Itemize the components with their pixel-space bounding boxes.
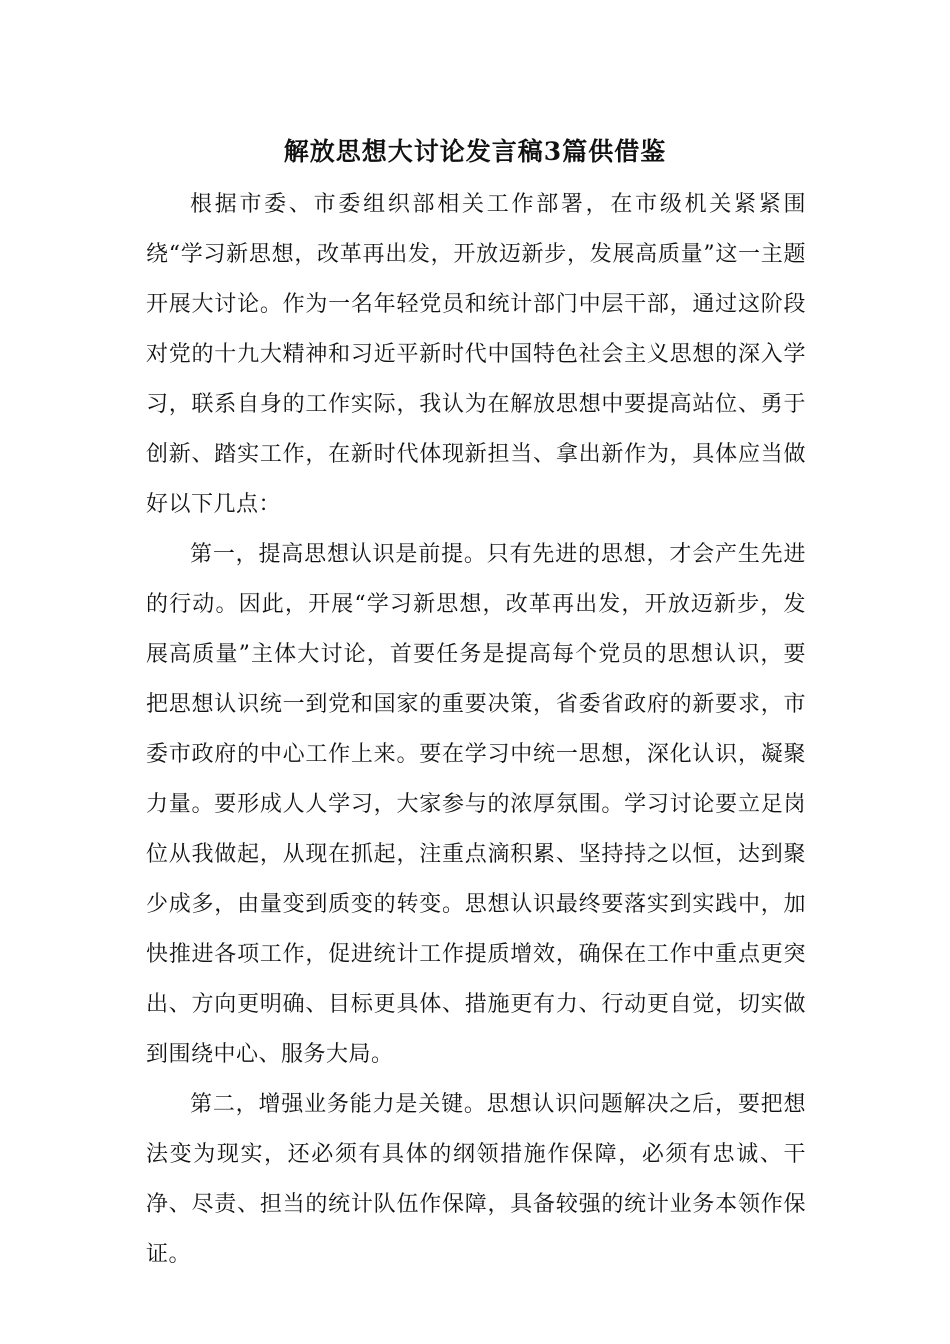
paragraph-first-point: 第一，提高思想认识是前提。只有先进的思想，才会产生先进的行动。因此，开展“学习新思想，改革再出发，开放迈新步，发展高质量”主体大讨论，首要任务是提高每个党员的思想认识，要把思想认识统一到党和国家的重要决策，省委省政府的新要求，市委市政府的中心工作上来。要在学习中统一思想，深化认识，凝聚力量。要形成人人学习，大家参与的浓厚氛围。学习讨论要立足岗位从我做起，从现在抓起，注重点滴积累、坚持持之以恒，达到聚少成多，由量变到质变的转变。思想认识最终要落实到实践中，加快推进各项工作，促进统计工作提质增效，确保在工作中重点更突出、方向更明确、目标更具体、措施更有力、行动更自觉，切实做到围绕中心、服务大局。: [146, 542, 806, 1067]
document-body: [146, 180, 806, 1280]
document-title: 解放思想大讨论发言稿3篇供借鉴: [283, 137, 667, 166]
paragraph-second-point: 第二，增强业务能力是关键。思想认识问题解决之后，要把想法变为现实，还必须有具体的纲领措施作保障，必须有忠诚、干净、尽责、担当的统计队伍作保障，具备较强的统计业务本领作保证。: [146, 1092, 806, 1267]
paragraph-intro: 根据市委、市委组织部相关工作部署，在市级机关紧紧围绕“学习新思想，改革再出发，开放迈新步，发展高质量”这一主题开展大讨论。作为一名年轻党员和统计部门中层干部，通过这阶段对党的十九大精神和习近平新时代中国特色社会主义思想的深入学习，联系自身的工作实际，我认为在解放思想中要提高站位、勇于创新、踏实工作，在新时代体现新担当、拿出新作为，具体应当做好以下几点：: [146, 192, 806, 517]
